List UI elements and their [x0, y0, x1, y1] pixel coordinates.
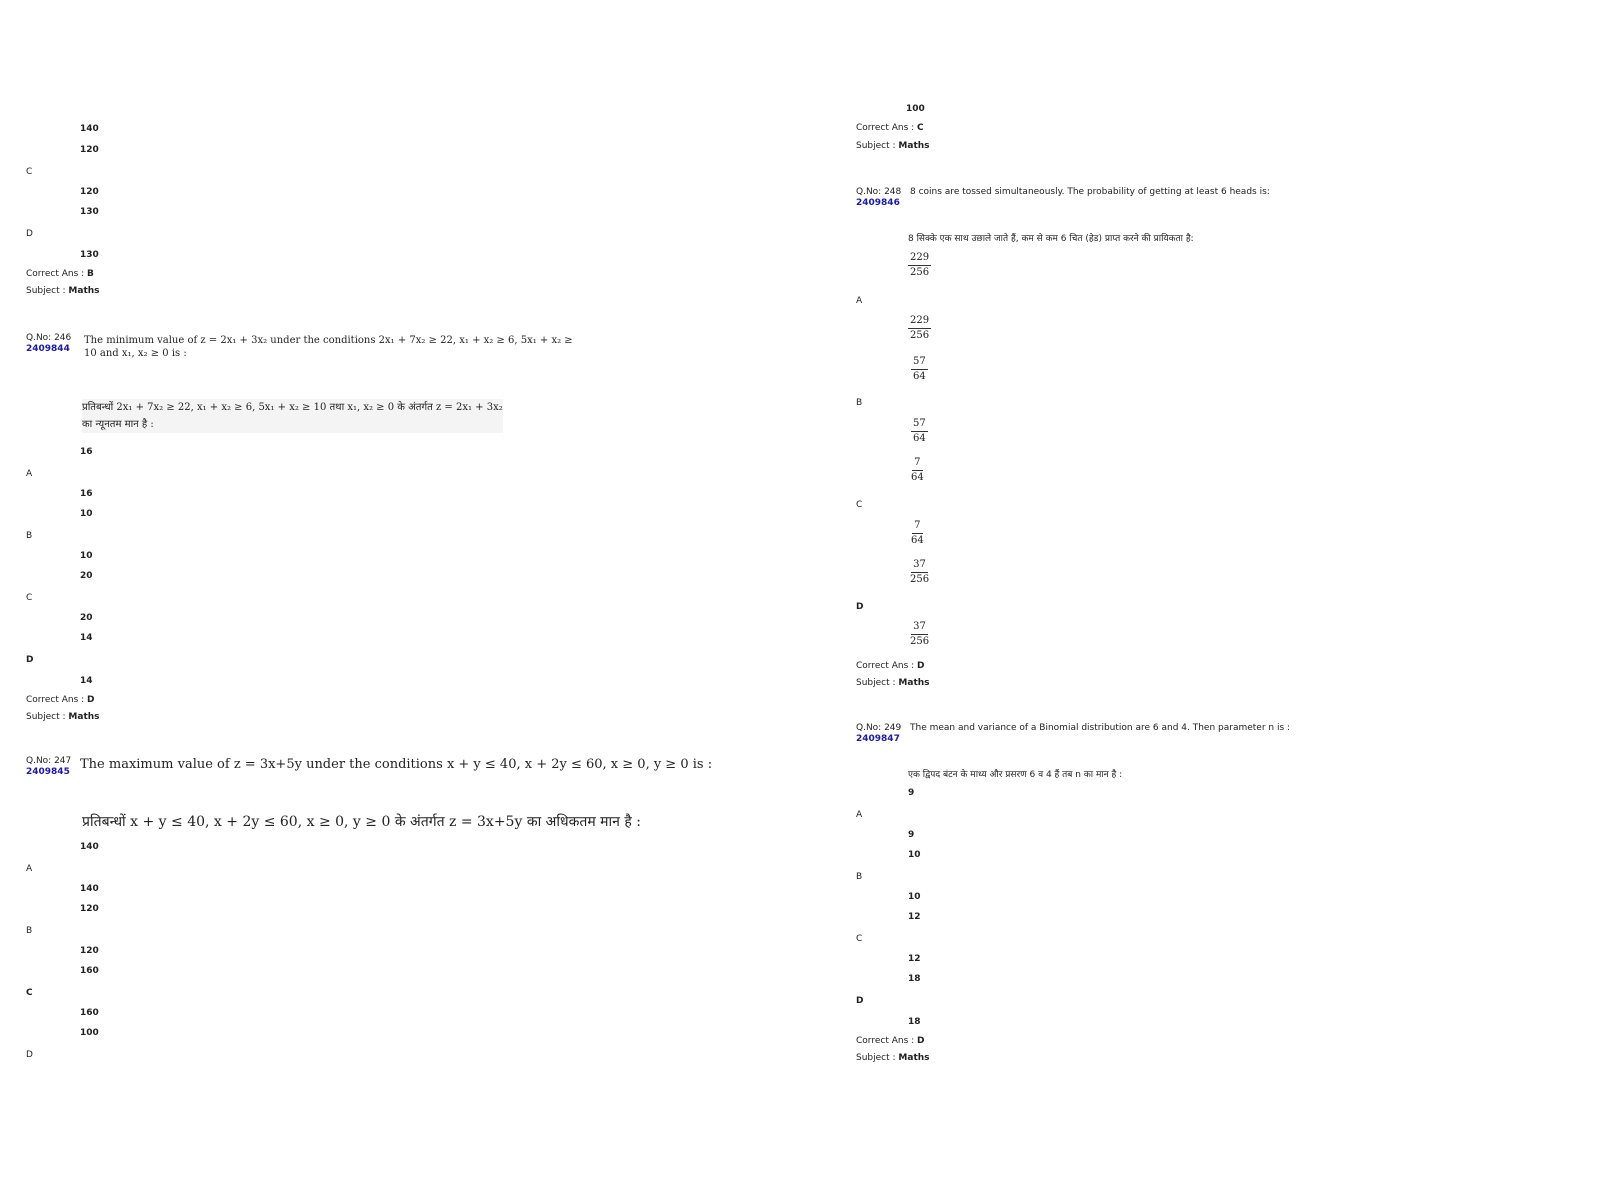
option-label: B	[26, 531, 33, 541]
question-text-en: The maximum value of z = 3x+5y under the conditions x + y ≤ 40, x + 2y ≤ 60, x ≥ 0, y ≥ 0 is :	[80, 757, 713, 772]
question-number: Q.No: 246 2409844	[26, 333, 72, 354]
option-fraction: $\frac{37}{256}$	[910, 621, 930, 647]
left-column	[0, 0, 800, 1179]
option-value: 9	[908, 788, 915, 798]
option-label: D	[26, 655, 34, 665]
option-value: 10	[80, 551, 93, 561]
option-label: A	[856, 296, 863, 306]
question-id: 2409844	[26, 344, 70, 354]
option-value: 160	[80, 1008, 99, 1018]
subject: Subject : Maths	[26, 286, 100, 296]
question-text-hi: प्रतिबन्धों 2x₁ + 7x₂ ≥ 22, x₁ + x₂ ≥ 6, 5x₁ + x₂ ≥ 10 तथा x₁, x₂ ≥ 0 के अंतर्गत z = 2x₁ + 3x₂ का न्यूनतम मान है :	[82, 399, 503, 433]
question-number: Q.No: 248 2409846	[856, 187, 902, 208]
option-value: 18	[908, 1017, 921, 1027]
option-value: 130	[80, 207, 99, 217]
option-label: C	[26, 167, 33, 177]
question-text-en: 8 coins are tossed simultaneously. The probability of getting at least 6 heads is:	[910, 187, 1270, 197]
correct-answer: Correct Ans : D	[26, 695, 95, 705]
question-id: 2409847	[856, 734, 900, 744]
option-fraction: $\frac{229}{256}$	[910, 252, 930, 278]
question-text-en: The minimum value of z = 2x₁ + 3x₂ under the conditions 2x₁ + 7x₂ ≥ 22, x₁ + x₂ ≥ 6, 5x₁ + x₂ ≥ 10 and x₁, x₂ ≥ 0 is :	[84, 335, 573, 359]
correct-answer: Correct Ans : D	[856, 661, 925, 671]
option-label: C	[856, 934, 863, 944]
option-label: A	[26, 469, 33, 479]
option-value: 120	[80, 904, 99, 914]
question-number: Q.No: 247 2409845	[26, 756, 72, 777]
option-value: 10	[908, 892, 921, 902]
subject: Subject : Maths	[856, 678, 930, 688]
option-value: 14	[80, 676, 93, 686]
option-value: 16	[80, 447, 93, 457]
option-value: 140	[80, 842, 99, 852]
question-text-hi: प्रतिबन्धों x + y ≤ 40, x + 2y ≤ 60, x ≥ 0, y ≥ 0 के अंतर्गत z = 3x+5y का अधिकतम मान है :	[82, 814, 641, 830]
option-fraction: $\frac{57}{64}$	[913, 356, 926, 382]
option-label: B	[856, 872, 863, 882]
option-label: C	[856, 500, 863, 510]
option-label: C	[26, 593, 33, 603]
correct-answer: Correct Ans : D	[856, 1036, 925, 1046]
question-id: 2409845	[26, 767, 70, 777]
option-value: 18	[908, 974, 921, 984]
option-value: 12	[908, 954, 921, 964]
question-id: 2409846	[856, 198, 900, 208]
correct-answer: Correct Ans : B	[26, 269, 94, 279]
option-label: C	[26, 988, 33, 998]
option-fraction: $\frac{57}{64}$	[913, 418, 926, 444]
question-text-en: The mean and variance of a Binomial distribution are 6 and 4. Then parameter n is :	[910, 723, 1291, 733]
option-fraction: $\frac{7}{64}$	[911, 520, 924, 546]
option-value: 100	[80, 1028, 99, 1038]
subject: Subject : Maths	[856, 141, 930, 151]
option-value: 140	[80, 884, 99, 894]
option-label: B	[856, 398, 863, 408]
subject: Subject : Maths	[856, 1053, 930, 1063]
option-label: D	[26, 229, 33, 239]
option-label: D	[856, 996, 864, 1006]
question-number: Q.No: 249 2409847	[856, 723, 902, 744]
option-value: 160	[80, 966, 99, 976]
option-fraction: $\frac{229}{256}$	[910, 315, 930, 341]
option-value: 120	[80, 946, 99, 956]
option-fraction: $\frac{7}{64}$	[911, 457, 924, 483]
right-column	[800, 0, 1600, 1179]
option-value: 10	[908, 850, 921, 860]
option-value: 12	[908, 912, 921, 922]
option-value: 100	[906, 104, 925, 114]
subject: Subject : Maths	[26, 712, 100, 722]
option-value: 20	[80, 613, 93, 623]
option-value: 14	[80, 633, 93, 643]
option-value: 120	[80, 145, 99, 155]
option-value: 140	[80, 124, 99, 134]
question-text-hi: एक द्विपद बंटन के माध्य और प्रसरण 6 व 4 हैं तब n का मान है :	[908, 770, 1123, 780]
option-label: A	[856, 810, 863, 820]
option-value: 120	[80, 187, 99, 197]
option-label: D	[26, 1050, 33, 1060]
correct-answer: Correct Ans : C	[856, 123, 924, 133]
option-value: 20	[80, 571, 93, 581]
option-fraction: $\frac{37}{256}$	[910, 559, 930, 585]
option-label: B	[26, 926, 33, 936]
option-label: A	[26, 864, 33, 874]
option-value: 10	[80, 509, 93, 519]
option-value: 9	[908, 830, 915, 840]
option-value: 16	[80, 489, 93, 499]
option-value: 130	[80, 250, 99, 260]
option-label: D	[856, 602, 864, 612]
question-text-hi: 8 सिक्के एक साथ उछाले जाते हैं, कम से कम 6 चित (हेड) प्राप्त करने की प्रायिकता है:	[908, 234, 1194, 244]
